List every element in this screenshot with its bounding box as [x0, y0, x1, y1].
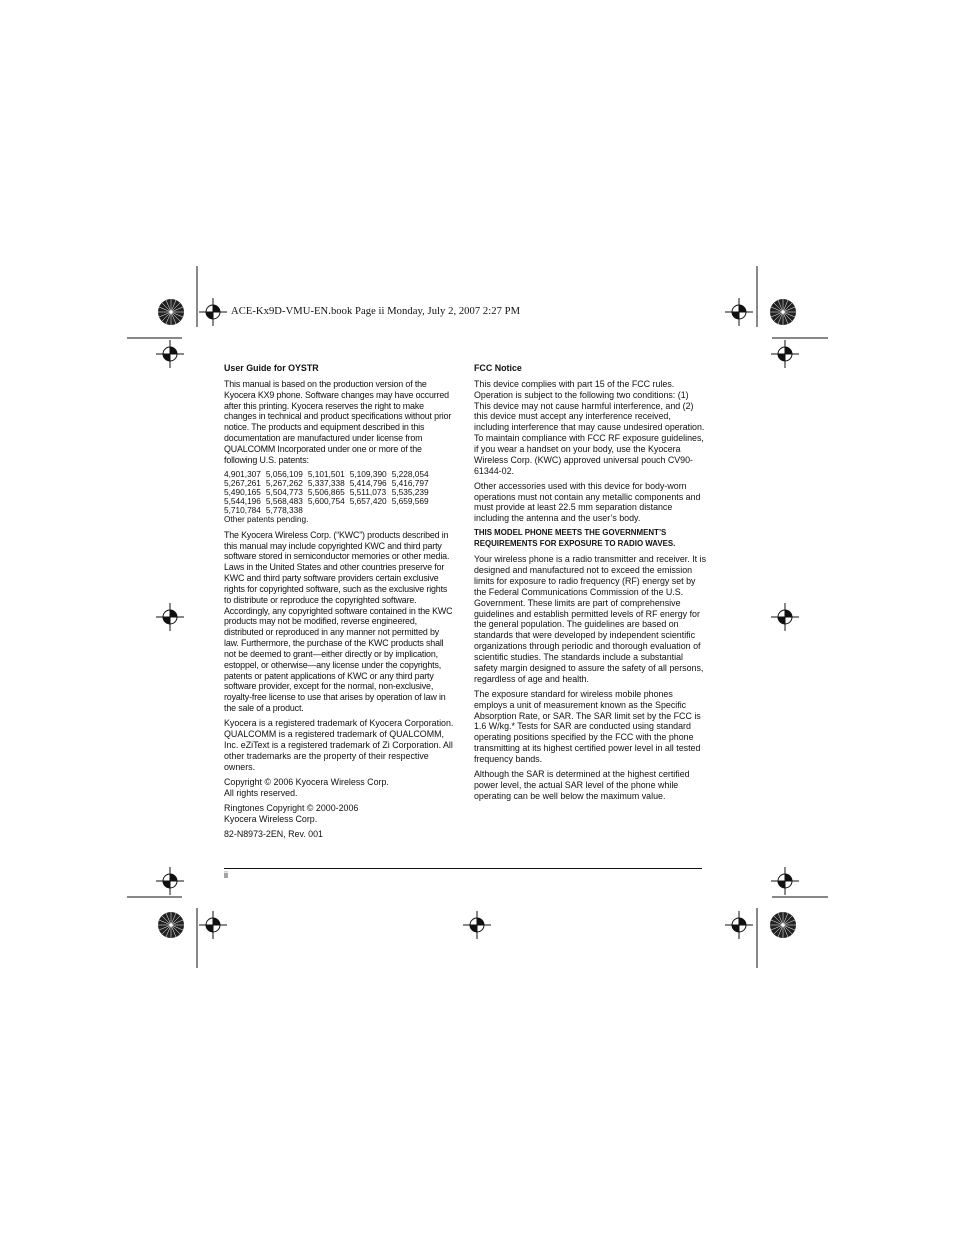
copyright-line-2: All rights reserved. [224, 787, 298, 798]
intro-paragraph: This manual is based on the production version of the Kyocera KX9 phone. Software changes may have occurred after this printing. Kyocera reserves the right to make changes in technical and product specifications without prior notice. The products and equipment described in this documentation are manufactured under license from QUALCOMM Incorporated under one or more of the following U.S. patents: [224, 378, 452, 465]
fcc-paragraph-1: This device complies with part 15 of the FCC rules. Operation is subject to the following two conditions: (1) This device may not cause harmful interference, and (2) this device must accept any interference received, including interference that may cause undesired operation. To maintain compliance with FCC RF exposure guidelines, if you wear a handset on your body, use the Kyocera Wireless Corp. (KWC) approved universal pouch CV90-61344-02. [474, 378, 705, 476]
patents-pending: Other patents pending. [224, 514, 309, 525]
document-number: 82-N8973-2EN, Rev. 001 [224, 828, 323, 839]
radio-waves-heading: THIS MODEL PHONE MEETS THE GOVERNMENT’S REQUIREMENTS FOR EXPOSURE TO RADIO WAVES. [474, 528, 676, 548]
patent-number: 5,778,338 [265, 505, 303, 516]
copyright-line-1: Copyright © 2006 Kyocera Wireless Corp. [224, 776, 389, 787]
patent-number [350, 506, 392, 515]
patent-number: 5,600,754 [307, 496, 345, 507]
footer-rule [224, 868, 702, 869]
section-title-fcc: FCC Notice [474, 363, 522, 373]
patent-number: 5,504,773 [265, 487, 303, 498]
ringtones-line-2: Kyocera Wireless Corp. [224, 813, 318, 824]
copyright-paragraph [224, 777, 455, 799]
fcc-paragraph-5: Although the SAR is determined at the highest certified power level, the actual SAR level of the phone while operating can be well below the maximum value. [474, 769, 690, 801]
patent-number: 5,337,338 [307, 477, 345, 488]
patent-number [392, 506, 434, 515]
patent-number: 5,267,262 [265, 477, 303, 488]
patent-number: 5,056,109 [265, 468, 303, 479]
patent-number: 5,659,569 [391, 496, 429, 507]
patent-number: 5,228,054 [391, 468, 429, 479]
page-number: ii [224, 870, 228, 880]
patent-number: 4,901,307 [224, 468, 261, 479]
ringtones-paragraph [224, 803, 455, 825]
left-column [224, 363, 455, 844]
patent-number: 5,511,073 [349, 487, 387, 498]
patent-number: 5,101,501 [307, 468, 345, 479]
patent-number: 5,544,196 [224, 496, 261, 507]
patent-number: 5,267,261 [224, 477, 261, 488]
fcc-paragraph-3: Your wireless phone is a radio transmitter and receiver. It is designed and manufactured not to exceed the emission limits for exposure to radio frequency (RF) energy set by the Federal Communications Commission of the U.S. Government. These limits are part of comprehensive guidelines and establish permitted levels of RF energy for the general population. The guidelines are based on standards that were developed by independent scientific organizations through periodic and thorough evaluation of scientific studies. The standards include a substantial safety margin designed to assure the safety of all persons, regardless of age and health. [474, 554, 707, 684]
patent-number: 5,506,865 [307, 487, 345, 498]
right-column [474, 363, 706, 806]
patents-table [224, 470, 434, 515]
ringtones-line-1: Ringtones Copyright © 2000-2006 [224, 802, 359, 813]
patent-number: 5,490,165 [224, 487, 261, 498]
fcc-paragraph-4: The exposure standard for wireless mobile phones employs a unit of measurement known as the Specific Absorption Rate, or SAR. The SAR limit set by the FCC is 1.6 W/kg.* Tests for SAR are conducted using standard operating positions specified by the FCC with the phone transmitting at its highest certified power level in all tested frequency bands. [474, 688, 701, 764]
patent-number: 5,710,784 [224, 505, 261, 516]
trademarks-paragraph: Kyocera is a registered trademark of Kyocera Corporation. QUALCOMM is a registered trademark of QUALCOMM, Inc. eZiText is a registered trademark of Zi Corporation. All other trademarks are the property of their respective owners. [224, 718, 454, 772]
patent-number: 5,568,483 [265, 496, 303, 507]
patent-number: 5,109,390 [349, 468, 387, 479]
patent-number: 5,657,420 [349, 496, 387, 507]
section-title-user-guide: User Guide for OYSTR [224, 363, 319, 373]
patent-number: 5,416,797 [391, 477, 429, 488]
patent-number: 5,535,239 [391, 487, 429, 498]
patent-number [308, 506, 350, 515]
print-header: ACE-Kx9D-VMU-EN.book Page ii Monday, July 2, 2007 2:27 PM [231, 306, 521, 317]
fcc-paragraph-2: Other accessories used with this device for body-worn operations must not contain any metallic components and must provide at least 22.5 mm separation distance including the antenna and the user’s body. [474, 480, 701, 524]
patent-number: 5,414,796 [349, 477, 387, 488]
kwc-paragraph: The Kyocera Wireless Corp. (“KWC”) products described in this manual may include copyrighted KWC and third party software stored in semiconductor memories or other media. Laws in the United States and other countries preserve for KWC and third party software providers certain exclusive rights for copyrighted software, such as the exclusive rights to distribute or reproduce the copyrighted software. Accordingly, any copyrighted software contained in the KWC products may not be modified, reverse engineered, distributed or reproduced in any manner not permitted by law. Furthermore, the purchase of the KWC products shall not be deemed to grant—either directly or by implication, estoppel, or otherwise—any license under the copyrights, patents or patent applications of KWC or any third party software provider, except for the normal, non-exclusive, royalty-free license to use that arises by operation of law in the sale of a product. [224, 529, 453, 714]
